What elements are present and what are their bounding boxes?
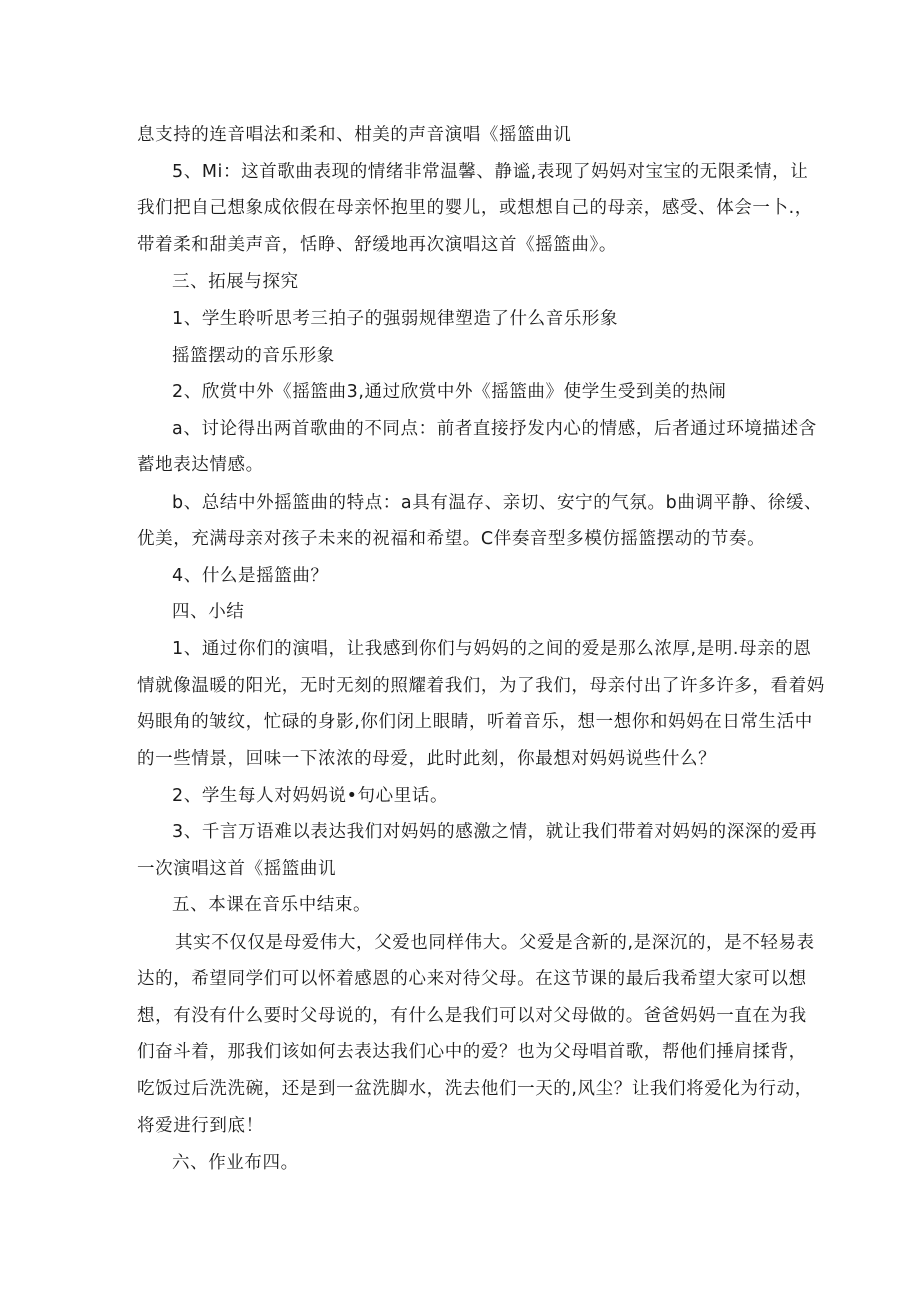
text-line	[0, 453, 920, 477]
text-line	[0, 710, 920, 734]
line-text: 的一些情景，回味一下浓浓的母爱，此时此刻，你最想对妈妈说些什么？	[137, 749, 717, 769]
line-text: 我们把自己想象成依假在母亲怀抱里的婴儿，或想想自己的母亲，感受、体会一卜.，	[137, 198, 813, 218]
line-text: 息支持的连音唱法和柔和、柑美的声音演唱《摇篮曲讥	[137, 125, 572, 145]
text-line	[0, 196, 920, 220]
text-line	[0, 820, 920, 844]
text-line	[0, 637, 920, 661]
text-line	[0, 380, 920, 404]
line-text: 五、本课在音乐中结束。	[172, 895, 372, 915]
section-heading	[0, 1151, 920, 1175]
line-text: 1、学生聆听思考三拍子的强弱规律塑造了什么音乐形象	[172, 309, 619, 329]
line-text: 达的，希望同学们可以怀着感恩的心来对待父母。在这节课的最后我希望大家可以想	[137, 969, 807, 989]
text-line	[0, 233, 920, 257]
text-line	[0, 1077, 920, 1101]
text-line	[0, 344, 920, 368]
text-line	[0, 123, 920, 147]
line-text: b、总结中外摇篮曲的特点：a具有温存、亲切、安宁的气氛。b曲调平静、徐缓、	[172, 493, 823, 513]
line-text: 六、作业布四。	[172, 1153, 299, 1173]
line-text: 其实不仅仅是母爱伟大，父爱也同样伟大。父爱是含新的,是深沉的，是不轻易表	[175, 933, 815, 953]
line-text: 妈眼角的皱纹，忙碌的身影,你们闭上眼睛，听着音乐，想一想你和妈妈在日常生活中	[137, 712, 813, 732]
line-text: 5、Mi：这首歌曲表现的情绪非常温馨、静谧,表现了妈妈对宝宝的无限柔情，让	[172, 162, 809, 182]
line-text: 想，有没有什么要时父母说的，有什么是我们可以对父母做的。爸爸妈妈一直在为我	[137, 1006, 807, 1026]
text-line	[0, 784, 920, 808]
line-text: 三、拓展与探究	[172, 272, 299, 292]
text-line	[0, 967, 920, 991]
line-text: 将爱进行到底！	[137, 1116, 264, 1136]
section-heading	[0, 270, 920, 294]
line-text: 带着柔和甜美声音，恬睁、舒缓地再次演唱这首《摇篮曲》。	[137, 235, 617, 255]
text-line	[0, 564, 920, 588]
text-line	[0, 1114, 920, 1138]
line-text: 2、学生每人对妈妈说•句心里话。	[172, 786, 449, 806]
line-text: 优美，充满母亲对孩子未来的祝福和希望。C伴奏音型多模仿摇篮摆动的节奏。	[137, 529, 766, 549]
line-text: 吃饭过后洗洗碗，还是到一盆洗脚水，洗去他们一天的,风尘？让我们将爱化为行动，	[137, 1079, 813, 1099]
line-text: 3、千言万语难以表达我们对妈妈的感激之情，就让我们带着对妈妈的深深的爱再	[172, 822, 818, 842]
text-line	[0, 1040, 920, 1064]
line-text: 4、什么是摇篮曲？	[172, 566, 329, 586]
line-text: 们奋斗着，那我们该如何去表达我们心中的爱？也为父母唱首歌，帮他们捶肩揉背，	[137, 1042, 807, 1062]
text-line	[0, 1004, 920, 1028]
text-line	[0, 527, 920, 551]
line-text: 1、通过你们的演唱，让我感到你们与妈妈的之间的爱是那么浓厚,是明.母亲的恩	[172, 639, 812, 659]
text-line	[0, 674, 920, 698]
text-line	[0, 307, 920, 331]
line-text: 蓄地表达情感。	[137, 455, 264, 475]
line-text: a、讨论得出两首歌曲的不同点：前者直接抒发内心的情感，后者通过环境描述含	[172, 419, 817, 439]
text-line	[0, 491, 920, 515]
line-text: 一次演唱这首《摇篮曲讥	[137, 859, 337, 879]
line-text: 摇篮摆动的音乐形象	[172, 346, 335, 366]
text-line	[0, 417, 920, 441]
line-text: 四、小结	[172, 602, 245, 622]
text-line	[0, 931, 920, 955]
line-text: 情就像温暖的阳光，无时无刻的照耀着我们，为了我们，母亲付出了许多许多，看着妈	[137, 676, 825, 696]
line-text: 2、欣赏中外《摇篮曲3,通过欣赏中外《摇篮曲》使学生受到美的热闹	[172, 382, 727, 402]
text-line	[0, 857, 920, 881]
section-heading	[0, 600, 920, 624]
text-line	[0, 160, 920, 184]
section-heading	[0, 893, 920, 917]
text-line	[0, 747, 920, 771]
